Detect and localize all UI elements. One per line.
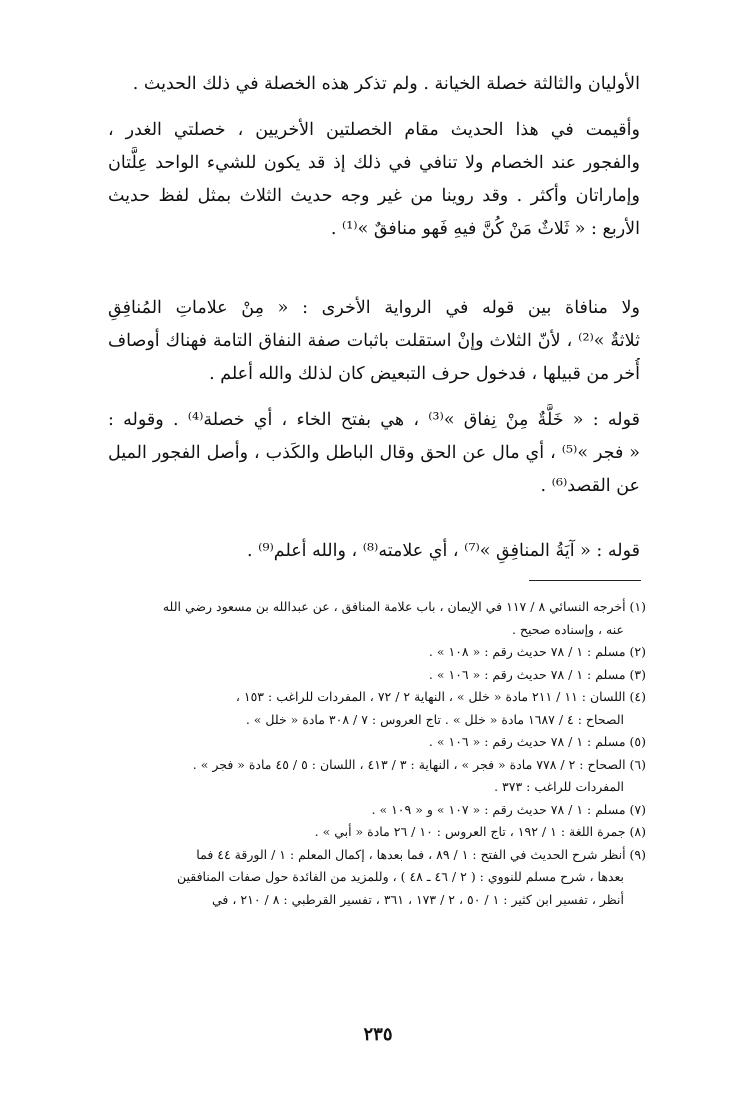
text-line: الأربع : « ثَلاثٌ مَنْ كُنَّ فيهِ فَهو منافقٌ »⁽¹⁾ . [330,219,640,239]
paragraph [108,535,640,568]
paragraph [108,68,640,101]
page-number: ٢٣٥ [363,1024,393,1045]
text-line: « فجر »⁽⁵⁾ ، أي مال عن الحق وقال الباطل والكَذب ، وأصل الفجور الميل [108,443,640,463]
footnote: (٣) مسلم : ١ / ٧٨ حديث رقم : « ١٠٦ » . [428,666,646,682]
footnote-continuation: الصحاح : ٤ / ١٦٨٧ مادة « خلل » . تاج العروس : ٧ / ٣٠٨ مادة « خلل » . [245,711,624,727]
footnote-continuation: عنه ، وإسناده صحيح . [511,621,624,637]
footnote: (١) أخرجه النسائي ٨ / ١١٧ في الإيمان ، باب علامة المنافق ، عن عبدالله بن مسعود رضي الله [162,599,646,614]
footnote-separator [529,580,641,581]
footnote: (٥) مسلم : ١ / ٧٨ حديث رقم : « ١٠٦ » . [428,734,646,749]
text-line: ثلاثةٌ »⁽²⁾ ، لأنّ الثلاث وإنْ استقلت باثبات صفة النفاق التامة فهناك أوصاف [108,331,640,351]
footnote-continuation: أنظر ، تفسير ابن كثير : ١ / ٥٠ ، ٢ / ١٧٣ ، ٣٦١ ، تفسير القرطبي : ٨ / ٢١٠ ، في [212,891,624,907]
paragraph [108,404,640,503]
text-line: وإماراتان وأكثر . وقد روينا من غير وجه حديث الثلاث بمثل لفظ حديث [108,186,640,206]
footnote: (٧) مسلم : ١ / ٧٨ حديث رقم : « ١٠٧ » و « ١٠٩ » . [371,801,646,817]
text-line: قوله : « آيَةُ المنافِقِ »⁽⁷⁾ ، أي علامته⁽⁸⁾ ، والله أعلم⁽⁹⁾ . [247,541,640,561]
paragraph [108,292,640,391]
footnote-continuation: المفردات للراغب : ٣٧٣ . [494,779,624,794]
text-line: والفجور عند الخصام ولا تنافي في ذلك إذ قد يكون للشيء الواحد عِلَّتان [108,153,640,173]
footnote: (٨) جمرة اللغة : ١ / ١٩٢ ، تاج العروس : ١٠ / ٢٦ مادة « أبي » . [314,824,646,839]
paragraph [108,114,640,246]
text-line: أُخر من قبيلها ، فدخول حرف التبعيض كان لذلك والله أعلم . [209,364,640,384]
text-line: الأوليان والثالثة خصلة الخيانة . ولم تذكر هذه الخصلة في ذلك الحديث . [132,74,640,94]
text-line: ولا منافاة بين قوله في الرواية الأخرى : « مِنْ علاماتِ المُنافِقِ [108,298,640,318]
footnote: (٤) اللسان : ١١ / ٢١١ مادة « خلل » ، النهاية ٢ / ٧٢ ، المفردات للراغب : ١٥٣ ، [235,689,646,704]
text-line: عن القصد⁽⁶⁾ . [540,476,640,496]
footnotes [108,596,646,911]
footnote: (٦) الصحاح : ٢ / ٧٧٨ مادة « فجر » ، النهاية : ٣ / ٤١٣ ، اللسان : ٥ / ٤٥ مادة « فجر » . [192,756,646,772]
footnote: (٩) أنظر شرح الحديث في الفتح : ١ / ٨٩ ، فما بعدها ، إكمال المعلم : ١ / الورقة ٤٤ فما [196,846,646,862]
text-line: وأقيمت في هذا الحديث مقام الخصلتين الأخريين ، خصلتي الغدر ، [108,120,640,140]
footnote-continuation: بعدها ، شرح مسلم للنووي : ( ٢ / ٤٦ ـ ٤٨ ) ، وللمزيد من الفائدة حول صفات المنافقين [176,869,624,884]
text-line: قوله : « خَلَّةٌ مِنْ نِفاق »⁽³⁾ ، هي بفتح الخاء ، أي خصلة⁽⁴⁾ . وقوله : [108,410,640,430]
footnote: (٢) مسلم : ١ / ٧٨ حديث رقم : « ١٠٨ » . [428,644,646,659]
